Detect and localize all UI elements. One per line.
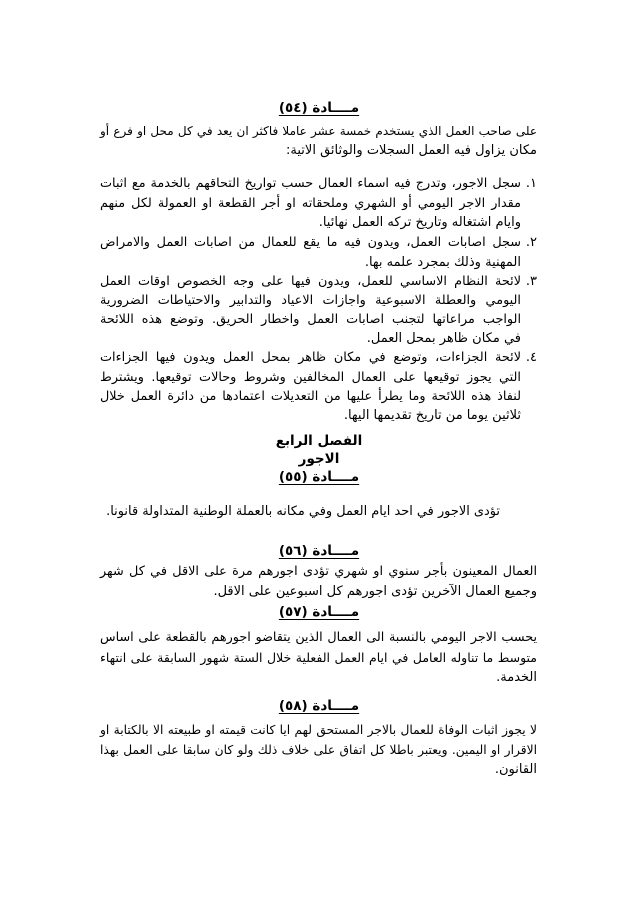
- list-item-number: ٢.: [525, 235, 537, 250]
- article-54-intro-line-2: مكان يزاول فيه العمل السجلات والوثائق الاتية:: [286, 143, 537, 158]
- list-item-3-line-3: الواجب مراعاتها لتجنب اصابات العمل واخطار الحريق. وتوضع هذه اللائحة: [100, 312, 521, 327]
- list-item-4-line-1: لائحة الجزاءات، وتوضع في مكان ظاهر بمحل العمل ويدون فيها الجزاءات: [100, 350, 521, 365]
- chapter-subtitle: الاجور: [298, 451, 340, 467]
- list-item-number: ٣.: [525, 274, 537, 289]
- article-56-line-2: وجميع العمال الآخرين تؤدى اجورهم كل اسبوعين على الاقل.: [213, 584, 537, 599]
- article-57-line-2: متوسط ما تناوله العامل في ايام العمل الفعلية خلال الستة شهور السابقة على انتهاء: [100, 650, 537, 665]
- article-55-line-1: تؤدى الاجور في احد ايام العمل وفي مكانه بالعملة الوطنية المتداولة قانونا.: [106, 504, 500, 519]
- list-item-4-line-2: التي يجوز توقيعها على العمال المخالفين وشروط وحالات توقيعها. ويشترط: [100, 370, 521, 385]
- list-item-4-line-4: ثلاثين يوما من تاريخ تقديمها اليها.: [343, 408, 521, 423]
- list-item-number: ٤.: [525, 350, 537, 365]
- article-55-heading: مــــادة (٥٥): [278, 469, 360, 485]
- article-57-line-1: يحسب الاجر اليومي بالنسبة الى العمال الذين يتقاضو اجورهم بالقطعة على اساس: [100, 630, 537, 645]
- article-58-line-1: لا يجوز اثبات الوفاة للعمال بالاجر المستحق لهم ايا كانت قيمته او طبيعته الا بالكتابة او: [100, 723, 537, 737]
- article-58-line-2: الاقرار او اليمين. ويعتبر باطلا كل اتفاق على خلاف ذلك ولو كان سابقا على العمل بهذا: [100, 743, 537, 757]
- article-56-line-1: العمال المعينون بأجر سنوي او شهري تؤدى اجورهم مرة على الاقل في كل شهر: [100, 564, 537, 579]
- list-item-number: ١.: [525, 176, 537, 191]
- list-item-1-line-2: مقدار الاجر اليومي أو الشهري وملحقاته او أجر القطعة او العمولة لكل منهم: [100, 196, 521, 211]
- article-57-heading: مــــادة (٥٧): [278, 604, 360, 620]
- article-54-intro-line-1: على صاحب العمل الذي يستخدم خمسة عشر عاملا فاكثر ان يعد في كل محل او فرع أو: [100, 124, 537, 138]
- list-item-3-line-4: في مكان ظاهر بمحل العمل.: [366, 331, 521, 346]
- article-58-line-3: القانون.: [494, 762, 537, 777]
- article-54-heading: مــــادة (٥٤): [278, 100, 360, 116]
- article-58-heading: مــــادة (٥٨): [278, 698, 360, 714]
- list-item-3-line-2: اليومي والعطلة الاسبوعية واجازات الاعياد والتدابير والاحتياطات الضرورية: [100, 293, 521, 308]
- list-item-4-line-3: لنفاذ هذه اللائحة وما يطرأ عليها من التعديلات اعتمادها من دائرة العمل خلال: [100, 389, 521, 404]
- list-item-2-line-1: سجل اصابات العمل، ويدون فيه ما يقع للعمال من اصابات العمل والامراض: [100, 235, 521, 250]
- list-item-1-line-3: وايام اشتغاله وتاريخ تركه العمل نهائيا.: [318, 215, 521, 230]
- article-57-line-3: الخدمة.: [496, 670, 537, 685]
- article-56-heading: مــــادة (٥٦): [278, 543, 360, 559]
- list-item-2-line-2: المهنية وذلك بمجرد علمه بها.: [364, 255, 521, 270]
- list-item-3-line-1: لائحة النظام الاساسي للعمل، ويدون فيها على وجه الخصوص اوقات العمل: [100, 274, 521, 289]
- chapter-title: الفصل الرابع: [275, 433, 363, 449]
- list-item-1-line-1: سجل الاجور، وتدرج فيه اسماء العمال حسب تواريخ التحاقهم بالخدمة مع اثبات: [100, 176, 521, 191]
